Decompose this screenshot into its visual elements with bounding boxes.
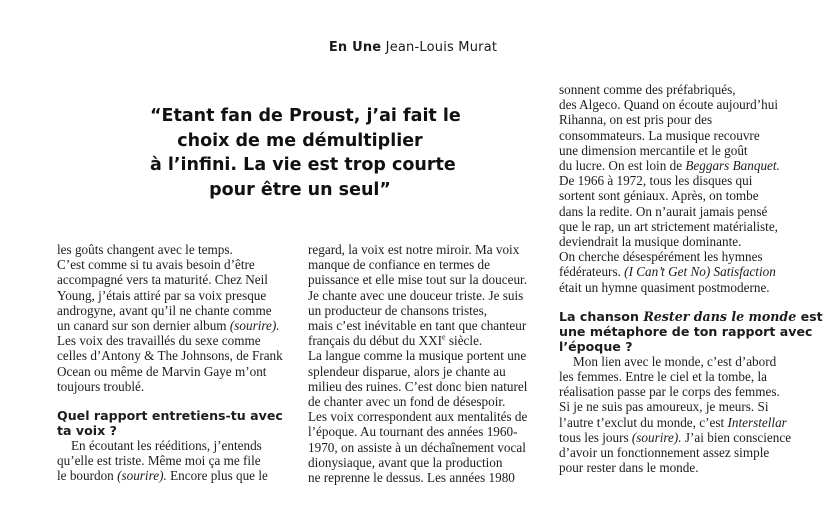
text-line: pour rester dans le monde.: [559, 460, 699, 476]
interview-question: l’époque ?: [559, 338, 633, 354]
text-line: un producteur de chansons tristes,: [308, 302, 488, 318]
article-column-3: [559, 82, 823, 476]
aside-sourire: (sourire).: [631, 429, 682, 445]
text-line: une dimension mercantile et le goût: [559, 142, 748, 158]
interviewee-name: Jean-Louis Murat: [385, 40, 498, 55]
text-line: Ocean ou même de Marvin Gaye m’ont: [57, 363, 267, 379]
text-line: français du début du XXIe siècle.: [308, 332, 483, 349]
text-line: deviendrait la musique dominante.: [559, 234, 742, 250]
song-title: Rester dans le monde: [643, 308, 797, 324]
text-line: milieu des ruines. C’est donc bien naturel: [308, 378, 528, 394]
interview-question: une métaphore de ton rapport avec: [559, 323, 813, 339]
aside-sourire: (sourire).: [229, 318, 280, 334]
text-line: manque de confiance en termes de: [308, 257, 490, 273]
text-line: androgyne, avant qu’il ne chante comme: [57, 302, 272, 318]
text-line: un canard sur son dernier album (sourire).: [57, 318, 280, 334]
text-line: celles d’Antony & The Johnsons, de Frank: [57, 348, 283, 364]
text-line: de chanter avec un fond de désespoir.: [308, 394, 506, 410]
text-line: sortent sont géniaux. Après, on tombe: [559, 188, 759, 204]
text-line: Rihanna, on est pris pour des: [559, 112, 713, 128]
text-line: du lucre. On est loin de Beggars Banquet.: [559, 158, 780, 174]
text-line: La langue comme la musique portent une: [308, 348, 527, 364]
text-line: mais c’est inévitable en tant que chanteur: [308, 318, 527, 334]
album-title: Beggars Banquet.: [685, 158, 780, 174]
section-label: En Une: [328, 40, 382, 55]
text-line: Si je ne suis pas amoureux, je meurs. Si: [559, 399, 769, 415]
text-line: regard, la voix est notre miroir. Ma voix: [308, 242, 520, 257]
text-line: était un hymne quasiment postmoderne.: [559, 279, 770, 295]
text-line: splendeur disparue, alors je chante au: [308, 363, 506, 379]
text-line: accompagné vers ta maturité. Chez Neil: [57, 272, 268, 288]
text-line: On cherche désespérément les hymnes: [559, 249, 763, 265]
interview-question: Quel rapport entretiens-tu avec: [57, 408, 283, 424]
text-line: toujours troublé.: [57, 378, 145, 394]
text-line: l’époque. Au tournant des années 1960-: [308, 424, 518, 440]
pull-quote-line: “Etant fan de Proust, j’ai fait le: [150, 106, 461, 126]
interview-question: La chanson Rester dans le monde est: [559, 308, 823, 324]
text-line: sonnent comme des préfabriqués,: [559, 82, 736, 97]
text-line: Young, j’étais attiré par sa voix presque: [57, 287, 267, 303]
article-column-2: [308, 242, 548, 485]
text-line: fédérateurs. (I Can’t Get No) Satisfaction: [559, 264, 776, 280]
text-line: que le rap, un art strictement matérialiste,: [559, 218, 778, 234]
text-line: consommateurs. La musique recouvre: [559, 127, 760, 143]
pull-quote: [150, 104, 461, 202]
text-line: des Algeco. Quand on écoute aujourd’hui: [559, 97, 778, 113]
text-line: Les voix correspondent aux mentalités de: [308, 409, 528, 425]
text-line: Je chante avec une douceur triste. Je suis: [308, 287, 524, 303]
text-line: réalisation passe par le corps des femmes.: [559, 384, 780, 400]
text-line: Les voix des travaillés du sexe comme: [57, 333, 261, 349]
text-line: puissance et elle mise tout sur la douceur.: [308, 272, 527, 288]
text-line: l’autre t’exclut du monde, c’est Interstellar: [559, 414, 787, 430]
song-title: (I Can’t Get No) Satisfaction: [624, 264, 776, 280]
text-line: dans la redite. On n’aurait jamais pensé: [559, 203, 768, 219]
text-line: Mon lien avec le monde, c’est d’abord: [573, 353, 777, 369]
superscript: e: [442, 332, 446, 342]
pull-quote-line: choix de me démultiplier: [177, 130, 423, 151]
text-line: ne reprenne le dessus. Les années 1980: [308, 470, 515, 486]
text-line: De 1966 à 1972, tous les disques qui: [559, 173, 753, 189]
film-title: Interstellar: [727, 414, 787, 430]
text-line: le bourdon (sourire). Encore plus que le: [57, 468, 268, 484]
interview-question: ta voix ?: [57, 423, 117, 439]
pull-quote-line: à l’infini. La vie est trop courte: [150, 155, 456, 175]
text-line: les femmes. Entre le ciel et la tombe, la: [559, 369, 767, 385]
text-line: tous les jours (sourire). J’ai bien conscience: [559, 429, 792, 445]
text-line: 1970, on assiste à un déchaînement vocal: [308, 439, 526, 455]
text-line: En écoutant les rééditions, j’entends: [71, 438, 262, 454]
text-line: les goûts changent avec le temps.: [57, 242, 233, 257]
page-header: [0, 40, 826, 56]
text-line: dionysiaque, avant que la production: [308, 454, 503, 470]
pull-quote-line: pour être un seul”: [209, 179, 391, 200]
article-column-1: [57, 242, 297, 484]
aside-sourire: (sourire).: [117, 468, 167, 484]
text-line: qu’elle est triste. Même moi ça me file: [57, 453, 261, 469]
text-line: C’est comme si tu avais besoin d’être: [57, 257, 255, 273]
text-line: d’avoir un fonctionnement assez simple: [559, 445, 770, 461]
